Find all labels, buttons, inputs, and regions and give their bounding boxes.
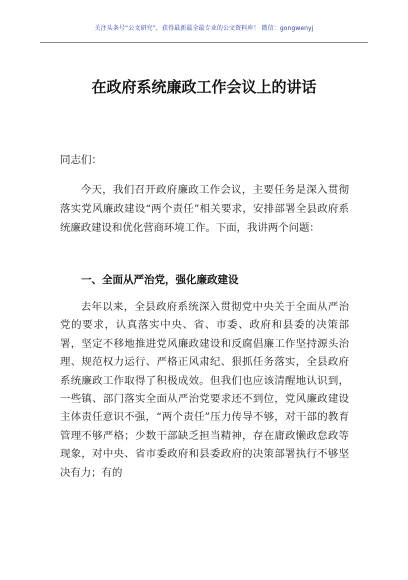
section-heading-1: 一、全面从严治党，强化廉政建设 bbox=[81, 274, 239, 286]
header-promo-note: 关注头条号“公文研究”，获得最新最全最专业的公文资料库！ 微信：gongwenyj bbox=[94, 25, 314, 32]
intro-paragraph: 今天，我们召开政府廉政工作会议，主要任务是深入贯彻落实党风廉政建设“两个责任”相关要求，安排部署全县政府系统廉政建设和优化营商环境工作。下面，我讲两个问题： bbox=[60, 184, 349, 234]
header-divider bbox=[40, 42, 368, 43]
document-title: 在政府系统廉政工作会议上的讲话 bbox=[91, 78, 317, 96]
section-1-paragraph: 去年以来，全县政府系统深入贯彻党中央关于全面从严治党的要求，认真落实中央、省、市委、政府和县委的决策部署，坚定不移地推进党风廉政建设和反腐倡廉工作坚持源头治理、规范权力运行、严格正风肃纪、狠抓任务落实，全县政府系统廉政工作取得了积极成效。但我们也应该清醒地认识到，一些镇、部门落实全面从严治党要求还不到位，党风廉政建设主体责任意识不强，“两个责任”压力传导不够，对干部的教育管理不够严格；少数干部缺乏担当精神，存在庸政懒政怠政等现象，对中央、省市委政府和县委政府的决策部署执行不够坚决有力；有的 bbox=[60, 301, 349, 479]
salutation: 同志们： bbox=[60, 154, 102, 166]
